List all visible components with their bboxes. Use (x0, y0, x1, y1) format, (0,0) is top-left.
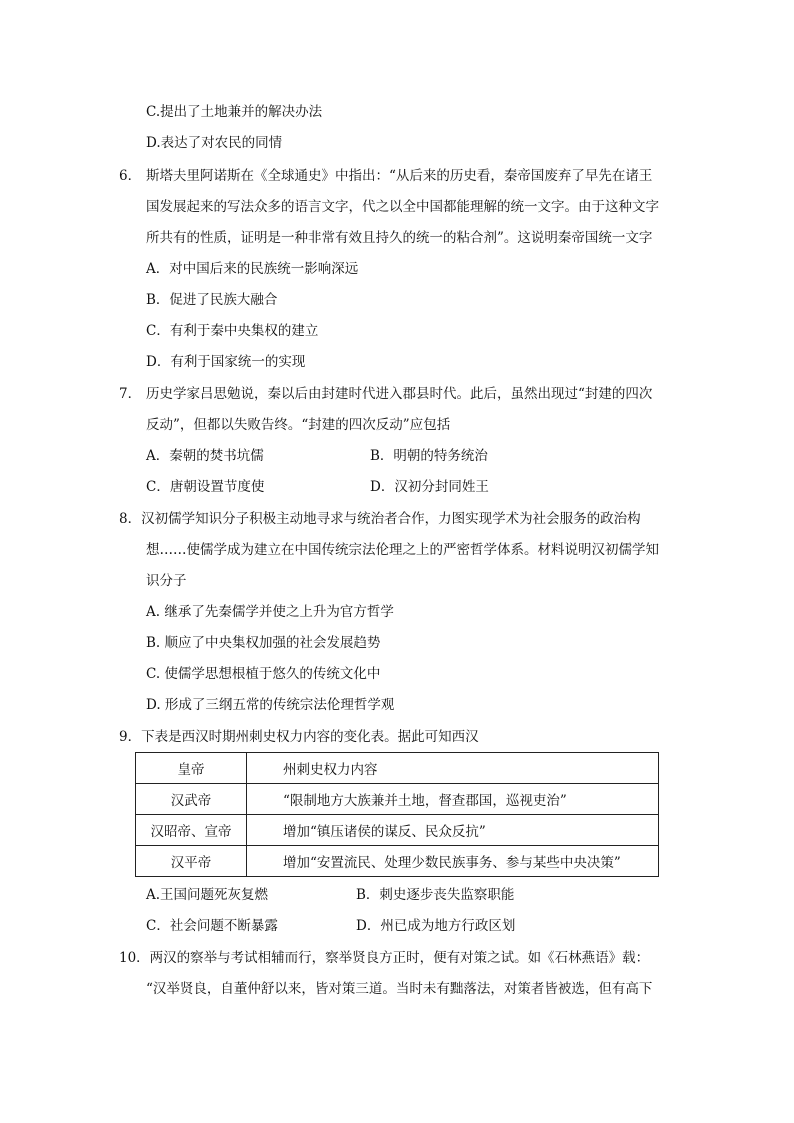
q7-number: 7． (119, 386, 142, 402)
q5-option-c: C.提出了土地兼并的解决办法 (146, 104, 323, 120)
q7-option-a: A．秦朝的焚书坑儒 (146, 448, 264, 464)
table-header-cell: 州刺史权力内容 (247, 753, 659, 784)
q6-option-d: D．有利于国家统一的实现 (146, 354, 306, 370)
table-cell: 汉武帝 (136, 784, 247, 815)
q9-stem-line-1: 9．下表是西汉时期州刺史权力内容的变化表。据此可知西汉 (119, 729, 479, 745)
q7-option-d: D．汉初分封同姓王 (370, 479, 489, 495)
q8-option-b: B. 顺应了中央集权加强的社会发展趋势 (146, 635, 381, 651)
q7-stem-line-2: 反动”，但都以失败告终。“封建的四次反动”应包括 (146, 417, 451, 433)
table-cell: “限制地方大族兼并土地，督查郡国，巡视吏治” (247, 784, 659, 815)
q7-stem-line-1: 历史学家吕思勉说，秦以后由封建时代进入郡县时代。此后，虽然出现过“封建的四次 (146, 386, 653, 402)
table-header-cell: 皇帝 (136, 753, 247, 784)
q6-stem-line-3: 所共有的性质，证明是一种非常有效且持久的统一的粘合剂”。这说明秦帝国统一文字 (146, 230, 653, 246)
table-row (136, 784, 659, 815)
q8-stem-line-1: 8．汉初儒学知识分子积极主动地寻求与统治者合作，力图实现学术为社会服务的政治构 (119, 511, 641, 527)
q9-option-b: B．刺史逐步丧失监察职能 (356, 887, 515, 903)
q8-option-c: C. 使儒学思想根植于悠久的传统文化中 (146, 666, 381, 682)
q9-option-c: C．社会问题不断暴露 (146, 918, 278, 934)
table-header-row (136, 753, 659, 784)
q7-option-b: B．明朝的特务统治 (370, 448, 488, 464)
table-cell: 汉平帝 (136, 846, 247, 877)
q5-option-d: D.表达了对农民的同情 (146, 135, 283, 151)
table-cell: 增加“镇压诸侯的谋反、民众反抗” (247, 815, 659, 846)
table-cell: 增加“安置流民、处理少数民族事务、参与某些中央决策” (247, 846, 659, 877)
q10-stem-line-2: “汉举贤良，自董仲舒以来，皆对策三道。当时未有黜落法，对策者皆被选，但有高下 (146, 981, 653, 997)
q6-stem-line-2: 国发展起来的写法众多的语言文字，代之以全中国都能理解的统一文字。由于这种文字 (146, 199, 659, 215)
q6-option-b: B．促进了民族大融合 (146, 292, 278, 308)
q6-option-a: A．对中国后来的民族统一影响深远 (146, 261, 359, 277)
q8-option-d: D. 形成了三纲五常的传统宗法伦理哲学观 (146, 697, 395, 713)
q6-stem-line-1: 斯塔夫里阿诺斯在《全球通史》中指出：“从后来的历史看，秦帝国废弃了早先在诸王 (146, 168, 653, 184)
table-row (136, 815, 659, 846)
table-row (136, 846, 659, 877)
q6-option-c: C．有利于秦中央集权的建立 (146, 323, 319, 339)
q8-option-a: A. 继承了先秦儒学并使之上升为官方哲学 (146, 604, 394, 620)
q9-table (135, 752, 659, 877)
q8-stem-line-3: 识分子 (146, 573, 187, 589)
q7-option-c: C．唐朝设置节度使 (146, 479, 265, 495)
table-cell: 汉昭帝、宣帝 (136, 815, 247, 846)
q9-option-a: A.王国问题死灰复燃 (146, 887, 269, 903)
q6-number: 6． (119, 168, 142, 184)
q10-stem-line-1: 10．两汉的察举与考试相辅而行，察举贤良方正时，便有对策之试。如《石林燕语》载： (119, 950, 650, 966)
q8-stem-line-2: 想……使儒学成为建立在中国传统宗法伦理之上的严密哲学体系。材料说明汉初儒学知 (146, 542, 659, 558)
q9-option-d: D．州已成为地方行政区划 (356, 918, 516, 934)
